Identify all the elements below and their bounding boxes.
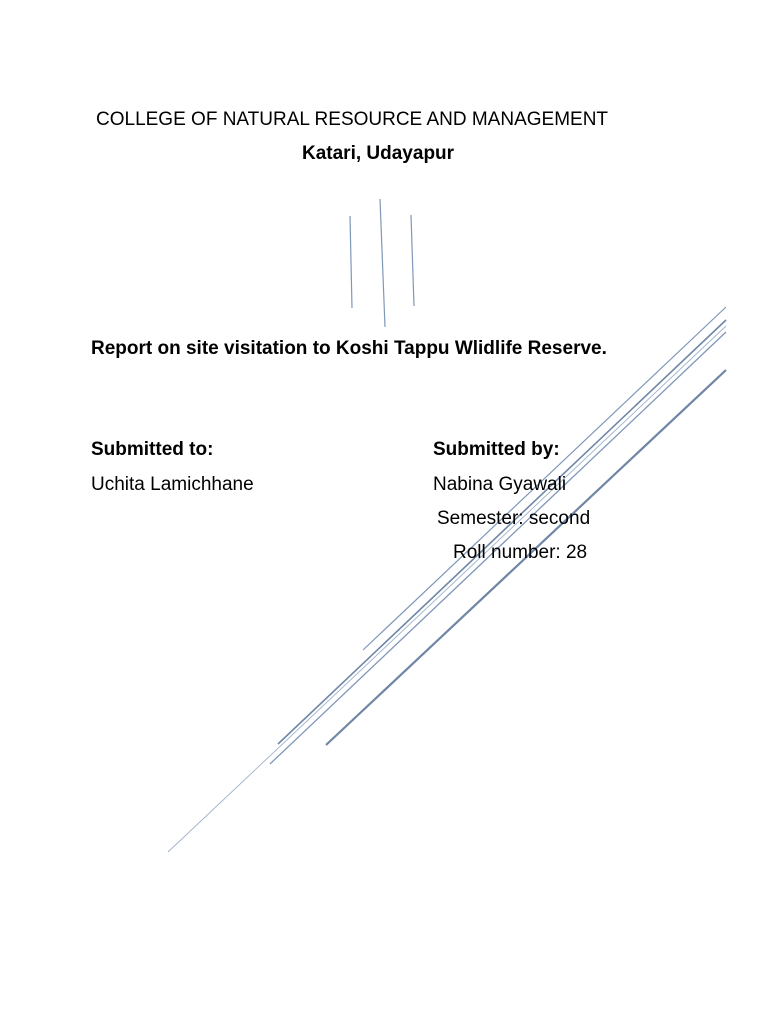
submitted-by-roll: Roll number: 28 — [453, 542, 588, 563]
college-location: Katari, Udayapur — [302, 143, 455, 164]
diagonal-line-2 — [278, 320, 726, 744]
report-title: Report on site visitation to Koshi Tappu Wlidlife Reserve. — [91, 338, 607, 359]
diagonal-line-5 — [168, 326, 726, 852]
submitted-by-name: Nabina Gyawali — [433, 474, 567, 495]
college-name: COLLEGE OF NATURAL RESOURCE AND MANAGEMENT — [96, 109, 609, 130]
vertical-line-center — [380, 199, 385, 327]
submitted-to-label: Submitted to: — [91, 439, 214, 460]
submitted-to-name: Uchita Lamichhane — [91, 474, 254, 495]
submitted-by-semester: Semester: second — [437, 508, 591, 529]
vertical-line-left — [350, 216, 352, 308]
submitted-by-label: Submitted by: — [433, 439, 560, 460]
vertical-line-right — [411, 215, 414, 306]
